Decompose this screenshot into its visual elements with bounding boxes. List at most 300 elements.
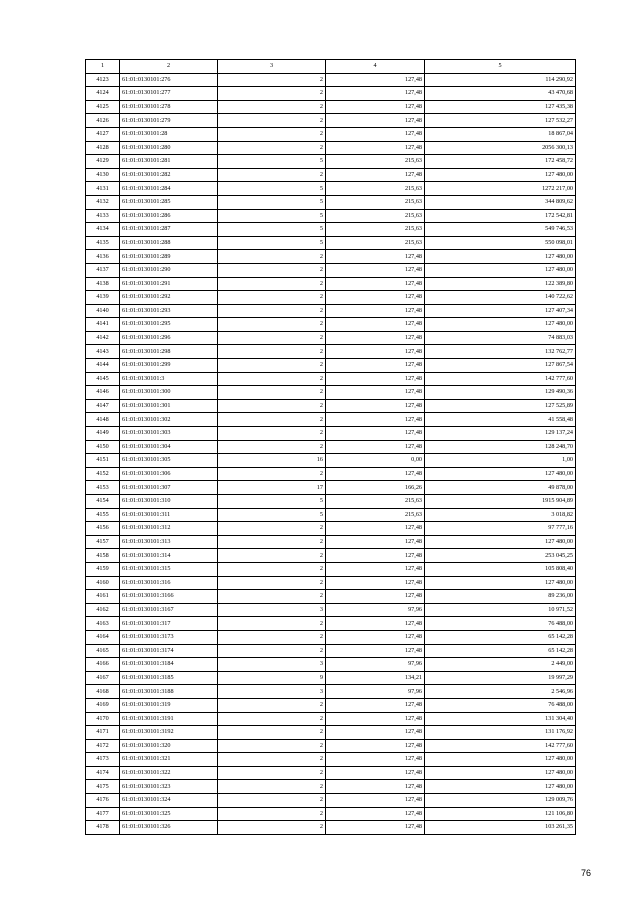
table-cell: 4141	[86, 318, 120, 332]
table-cell: 2	[218, 739, 326, 753]
table-cell: 127,48	[326, 359, 425, 373]
table-cell: 2	[218, 617, 326, 631]
table-cell: 127,48	[326, 399, 425, 413]
table-cell: 61:01:0130101:3192	[120, 726, 218, 740]
table-cell: 131 176,92	[425, 726, 576, 740]
table-cell: 4124	[86, 87, 120, 101]
table-cell: 61:01:0130101:285	[120, 195, 218, 209]
table-cell: 61:01:0130101:305	[120, 454, 218, 468]
table-cell: 61:01:0130101:284	[120, 182, 218, 196]
table-cell: 61:01:0130101:293	[120, 304, 218, 318]
table-cell: 41 558,48	[425, 413, 576, 427]
table-cell: 61:01:0130101:295	[120, 318, 218, 332]
column-header: 3	[218, 60, 326, 74]
table-cell: 61:01:0130101:320	[120, 739, 218, 753]
table-cell: 2	[218, 427, 326, 441]
table-row	[86, 794, 576, 808]
table-cell: 2	[218, 712, 326, 726]
table-cell: 127 435,38	[425, 100, 576, 114]
table-cell: 127 480,00	[425, 467, 576, 481]
table-cell: 4151	[86, 454, 120, 468]
table-cell: 76 488,00	[425, 698, 576, 712]
table-cell: 2	[218, 168, 326, 182]
table-cell: 76 488,00	[425, 617, 576, 631]
table-cell: 2	[218, 141, 326, 155]
table-cell: 2	[218, 794, 326, 808]
table-cell: 127,48	[326, 318, 425, 332]
table-cell: 127,48	[326, 427, 425, 441]
table-cell: 3 018,82	[425, 508, 576, 522]
table-row	[86, 753, 576, 767]
table-row	[86, 168, 576, 182]
table-cell: 74 883,03	[425, 331, 576, 345]
table-cell: 550 098,01	[425, 236, 576, 250]
table-cell: 127,48	[326, 630, 425, 644]
table-cell: 215,63	[326, 182, 425, 196]
table-cell: 97 777,16	[425, 522, 576, 536]
table-cell: 97,96	[326, 658, 425, 672]
table-cell: 142 777,60	[425, 739, 576, 753]
table-cell: 2	[218, 440, 326, 454]
table-cell: 4154	[86, 495, 120, 509]
table-row	[86, 236, 576, 250]
table-cell: 2	[218, 549, 326, 563]
table-cell: 4139	[86, 291, 120, 305]
table-cell: 127,48	[326, 739, 425, 753]
table-cell: 128 248,70	[425, 440, 576, 454]
table-cell: 127,48	[326, 821, 425, 835]
table-cell: 127,48	[326, 549, 425, 563]
table-row	[86, 454, 576, 468]
table-cell: 4162	[86, 603, 120, 617]
table-row	[86, 209, 576, 223]
table-cell: 17	[218, 481, 326, 495]
table-cell: 61:01:0130101:289	[120, 250, 218, 264]
table-cell: 65 142,28	[425, 630, 576, 644]
table-cell: 65 142,28	[425, 644, 576, 658]
table-cell: 127,48	[326, 440, 425, 454]
table-row	[86, 263, 576, 277]
table-row	[86, 345, 576, 359]
table-cell: 4166	[86, 658, 120, 672]
table-cell: 9	[218, 671, 326, 685]
table-row	[86, 671, 576, 685]
table-cell: 127,48	[326, 698, 425, 712]
table-cell: 61:01:0130101:310	[120, 495, 218, 509]
table-cell: 5	[218, 155, 326, 169]
table-cell: 61:01:0130101:324	[120, 794, 218, 808]
table-row	[86, 712, 576, 726]
table-cell: 61:01:0130101:307	[120, 481, 218, 495]
table-cell: 61:01:0130101:3184	[120, 658, 218, 672]
table-cell: 4150	[86, 440, 120, 454]
table-cell: 3	[218, 658, 326, 672]
table-cell: 61:01:0130101:3188	[120, 685, 218, 699]
table-cell: 4171	[86, 726, 120, 740]
table-cell: 4156	[86, 522, 120, 536]
table-cell: 61:01:0130101:306	[120, 467, 218, 481]
table-row	[86, 739, 576, 753]
table-cell: 2	[218, 630, 326, 644]
table-cell: 4137	[86, 263, 120, 277]
table-cell: 2	[218, 291, 326, 305]
table-cell: 127 525,89	[425, 399, 576, 413]
table-cell: 4149	[86, 427, 120, 441]
table-cell: 215,63	[326, 209, 425, 223]
table-cell: 127,48	[326, 576, 425, 590]
table-cell: 4158	[86, 549, 120, 563]
table-cell: 4172	[86, 739, 120, 753]
table-row	[86, 73, 576, 87]
table-cell: 4174	[86, 766, 120, 780]
table-cell: 4136	[86, 250, 120, 264]
table-cell: 4155	[86, 508, 120, 522]
table-cell: 2	[218, 821, 326, 835]
table-cell: 18 867,04	[425, 127, 576, 141]
table-cell: 4138	[86, 277, 120, 291]
table-cell: 127 480,00	[425, 250, 576, 264]
table-row	[86, 535, 576, 549]
table-row	[86, 223, 576, 237]
table-cell: 4175	[86, 780, 120, 794]
table-cell: 253 045,25	[425, 549, 576, 563]
table-cell: 122 389,80	[425, 277, 576, 291]
table-row	[86, 617, 576, 631]
table-row	[86, 291, 576, 305]
table-cell: 61:01:0130101:300	[120, 386, 218, 400]
table-cell: 4128	[86, 141, 120, 155]
table-body	[86, 73, 576, 834]
table-cell: 2	[218, 522, 326, 536]
table-cell: 61:01:0130101:313	[120, 535, 218, 549]
table-cell: 127,48	[326, 168, 425, 182]
table-cell: 134,21	[326, 671, 425, 685]
table-cell: 4123	[86, 73, 120, 87]
table-row	[86, 481, 576, 495]
page-number: 76	[580, 868, 591, 878]
table-cell: 127,48	[326, 766, 425, 780]
table-row	[86, 562, 576, 576]
table-cell: 2	[218, 318, 326, 332]
table-cell: 5	[218, 508, 326, 522]
table-row	[86, 155, 576, 169]
table-header-row	[86, 60, 576, 74]
table-cell: 2	[218, 535, 326, 549]
table-cell: 131 304,40	[425, 712, 576, 726]
table-row	[86, 141, 576, 155]
table-cell: 61:01:0130101:279	[120, 114, 218, 128]
table-cell: 16	[218, 454, 326, 468]
table-cell: 3	[218, 685, 326, 699]
table-cell: 4125	[86, 100, 120, 114]
table-cell: 4140	[86, 304, 120, 318]
table-cell: 61:01:0130101:3173	[120, 630, 218, 644]
table-cell: 127,48	[326, 794, 425, 808]
table-cell: 127,48	[326, 250, 425, 264]
table-row	[86, 304, 576, 318]
table-row	[86, 630, 576, 644]
table-row	[86, 807, 576, 821]
table-cell: 61:01:0130101:298	[120, 345, 218, 359]
table-cell: 127 407,34	[425, 304, 576, 318]
table-cell: 2	[218, 590, 326, 604]
table-cell: 127,48	[326, 413, 425, 427]
table-cell: 2	[218, 644, 326, 658]
table-cell: 4164	[86, 630, 120, 644]
table-cell: 61:01:0130101:280	[120, 141, 218, 155]
table-row	[86, 114, 576, 128]
table-cell: 2	[218, 263, 326, 277]
table-cell: 61:01:0130101:316	[120, 576, 218, 590]
table-cell: 114 290,92	[425, 73, 576, 87]
table-cell: 4169	[86, 698, 120, 712]
table-row	[86, 87, 576, 101]
table-cell: 4176	[86, 794, 120, 808]
table-cell: 2	[218, 331, 326, 345]
table-cell: 4157	[86, 535, 120, 549]
table-cell: 2	[218, 766, 326, 780]
table-cell: 61:01:0130101:290	[120, 263, 218, 277]
table-cell: 215,63	[326, 508, 425, 522]
table-cell: 2	[218, 250, 326, 264]
table-cell: 4153	[86, 481, 120, 495]
table-cell: 127,48	[326, 535, 425, 549]
table-cell: 2	[218, 359, 326, 373]
table-row	[86, 508, 576, 522]
table-cell: 127 480,00	[425, 576, 576, 590]
table-cell: 2	[218, 345, 326, 359]
table-cell: 4142	[86, 331, 120, 345]
table-cell: 4165	[86, 644, 120, 658]
table-cell: 4134	[86, 223, 120, 237]
table-row	[86, 766, 576, 780]
table-cell: 127,48	[326, 467, 425, 481]
table-cell: 129 009,76	[425, 794, 576, 808]
table-row	[86, 318, 576, 332]
table-cell: 61:01:0130101:3167	[120, 603, 218, 617]
table-cell: 127,48	[326, 263, 425, 277]
table-cell: 215,63	[326, 236, 425, 250]
table-cell: 43 470,68	[425, 87, 576, 101]
table-cell: 215,63	[326, 155, 425, 169]
table-cell: 61:01:0130101:286	[120, 209, 218, 223]
table-cell: 2	[218, 698, 326, 712]
table-cell: 2	[218, 114, 326, 128]
table-row	[86, 100, 576, 114]
table-cell: 61:01:0130101:323	[120, 780, 218, 794]
table-cell: 127,48	[326, 304, 425, 318]
table-cell: 4143	[86, 345, 120, 359]
table-row	[86, 467, 576, 481]
table-cell: 4145	[86, 372, 120, 386]
table-cell: 61:01:0130101:317	[120, 617, 218, 631]
table-cell: 127,48	[326, 127, 425, 141]
table-cell: 61:01:0130101:314	[120, 549, 218, 563]
table-cell: 127,48	[326, 644, 425, 658]
table-row	[86, 250, 576, 264]
table-cell: 140 722,62	[425, 291, 576, 305]
table-cell: 127,48	[326, 780, 425, 794]
table-row	[86, 821, 576, 835]
table-cell: 61:01:0130101:326	[120, 821, 218, 835]
table-row	[86, 331, 576, 345]
table-cell: 4131	[86, 182, 120, 196]
table-cell: 61:01:0130101:304	[120, 440, 218, 454]
table-cell: 4132	[86, 195, 120, 209]
table-cell: 127,48	[326, 386, 425, 400]
table-cell: 127,48	[326, 590, 425, 604]
table-cell: 61:01:0130101:303	[120, 427, 218, 441]
table-cell: 61:01:0130101:278	[120, 100, 218, 114]
table-cell: 172 458,72	[425, 155, 576, 169]
table-cell: 97,96	[326, 685, 425, 699]
table-cell: 129 137,24	[425, 427, 576, 441]
table-cell: 97,96	[326, 603, 425, 617]
table-row	[86, 386, 576, 400]
table-cell: 4147	[86, 399, 120, 413]
table-row	[86, 427, 576, 441]
table-cell: 5	[218, 182, 326, 196]
table-cell: 103 261,35	[425, 821, 576, 835]
table-row	[86, 780, 576, 794]
table-cell: 127,48	[326, 73, 425, 87]
table-cell: 127,48	[326, 712, 425, 726]
table-cell: 2	[218, 576, 326, 590]
table-row	[86, 127, 576, 141]
table-cell: 127,48	[326, 100, 425, 114]
table-cell: 127,48	[326, 114, 425, 128]
table-row	[86, 603, 576, 617]
table-cell: 61:01:0130101:28	[120, 127, 218, 141]
table-cell: 5	[218, 195, 326, 209]
table-cell: 2	[218, 726, 326, 740]
table-cell: 61:01:0130101:277	[120, 87, 218, 101]
table-cell: 127,48	[326, 562, 425, 576]
table-cell: 61:01:0130101:312	[120, 522, 218, 536]
table-cell: 127 480,00	[425, 168, 576, 182]
table-cell: 2	[218, 127, 326, 141]
table-cell: 127,48	[326, 807, 425, 821]
table-cell: 5	[218, 236, 326, 250]
table-cell: 0,00	[326, 454, 425, 468]
table-row	[86, 399, 576, 413]
table-cell: 127,48	[326, 277, 425, 291]
table-cell: 61:01:0130101:291	[120, 277, 218, 291]
table-cell: 4146	[86, 386, 120, 400]
table-cell: 166,26	[326, 481, 425, 495]
table-cell: 172 542,81	[425, 209, 576, 223]
table-cell: 127,48	[326, 617, 425, 631]
table-cell: 549 746,53	[425, 223, 576, 237]
table-row	[86, 372, 576, 386]
table-cell: 127,48	[326, 753, 425, 767]
table-row	[86, 195, 576, 209]
table-cell: 127 480,00	[425, 535, 576, 549]
table-cell: 1272 217,00	[425, 182, 576, 196]
table-cell: 61:01:0130101:299	[120, 359, 218, 373]
table-cell: 61:01:0130101:276	[120, 73, 218, 87]
table-cell: 4178	[86, 821, 120, 835]
table-cell: 127 480,00	[425, 766, 576, 780]
table-cell: 61:01:0130101:3185	[120, 671, 218, 685]
table-row	[86, 277, 576, 291]
column-header: 4	[326, 60, 425, 74]
table-cell: 4130	[86, 168, 120, 182]
table-cell: 127,48	[326, 726, 425, 740]
table-cell: 4159	[86, 562, 120, 576]
table-cell: 2	[218, 386, 326, 400]
table-cell: 2	[218, 372, 326, 386]
table-cell: 4148	[86, 413, 120, 427]
table-cell: 4161	[86, 590, 120, 604]
table-cell: 105 808,40	[425, 562, 576, 576]
table-cell: 5	[218, 223, 326, 237]
table-cell: 127 867,54	[425, 359, 576, 373]
table-cell: 4133	[86, 209, 120, 223]
table-cell: 127 480,00	[425, 318, 576, 332]
table-cell: 2	[218, 413, 326, 427]
table-cell: 4167	[86, 671, 120, 685]
table-row	[86, 698, 576, 712]
table-row	[86, 413, 576, 427]
table-cell: 127,48	[326, 141, 425, 155]
table-cell: 61:01:0130101:315	[120, 562, 218, 576]
table-cell: 10 971,52	[425, 603, 576, 617]
table-cell: 61:01:0130101:3	[120, 372, 218, 386]
table-cell: 2 546,96	[425, 685, 576, 699]
table-cell: 344 809,62	[425, 195, 576, 209]
table-cell: 61:01:0130101:3174	[120, 644, 218, 658]
table-cell: 2	[218, 87, 326, 101]
table-cell: 2	[218, 100, 326, 114]
table-row	[86, 440, 576, 454]
table-cell: 2056 300,13	[425, 141, 576, 155]
table-row	[86, 644, 576, 658]
table-cell: 61:01:0130101:3166	[120, 590, 218, 604]
table-cell: 215,63	[326, 495, 425, 509]
table-cell: 121 106,80	[425, 807, 576, 821]
column-header: 1	[86, 60, 120, 74]
table-cell: 4177	[86, 807, 120, 821]
table-cell: 2	[218, 780, 326, 794]
table-cell: 127,48	[326, 87, 425, 101]
table-cell: 61:01:0130101:292	[120, 291, 218, 305]
table-cell: 127 480,00	[425, 263, 576, 277]
table-row	[86, 495, 576, 509]
table-cell: 61:01:0130101:301	[120, 399, 218, 413]
column-header: 5	[425, 60, 576, 74]
table-cell: 127,48	[326, 345, 425, 359]
table-cell: 5	[218, 209, 326, 223]
table-cell: 215,63	[326, 195, 425, 209]
data-table	[85, 59, 576, 835]
table-cell: 4135	[86, 236, 120, 250]
table-cell: 3	[218, 603, 326, 617]
table-cell: 142 777,60	[425, 372, 576, 386]
table-cell: 127,48	[326, 291, 425, 305]
table-cell: 4168	[86, 685, 120, 699]
table-cell: 4160	[86, 576, 120, 590]
table-cell: 127,48	[326, 331, 425, 345]
table-cell: 61:01:0130101:281	[120, 155, 218, 169]
table-cell: 127 532,27	[425, 114, 576, 128]
table-cell: 2	[218, 277, 326, 291]
table-row	[86, 522, 576, 536]
table-cell: 2	[218, 304, 326, 318]
table-cell: 61:01:0130101:311	[120, 508, 218, 522]
table-cell: 127 480,00	[425, 753, 576, 767]
table-cell: 89 236,00	[425, 590, 576, 604]
